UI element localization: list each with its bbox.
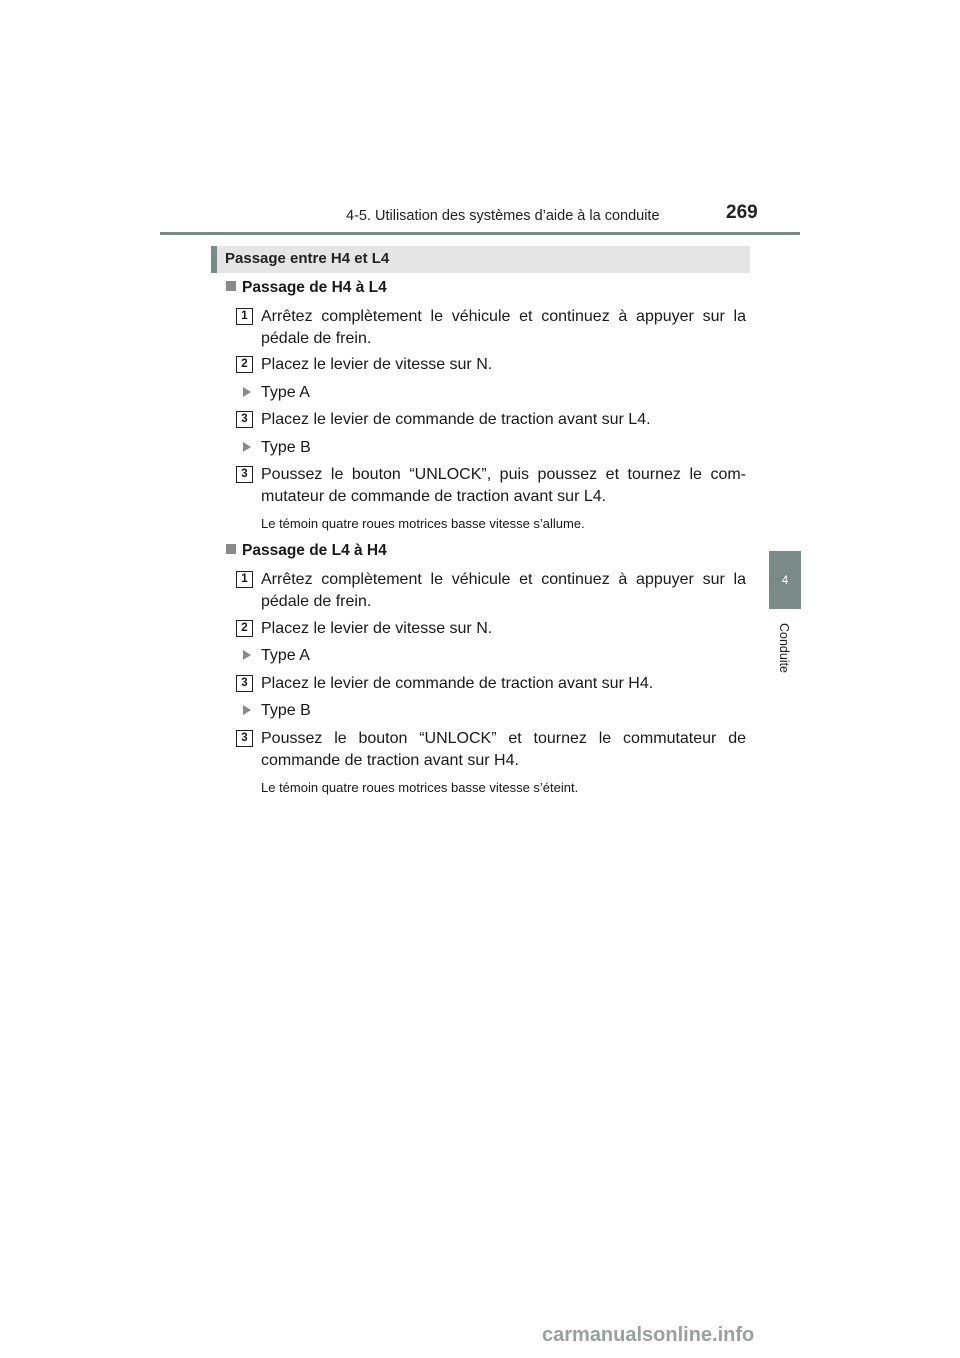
step-text-line: pédale de frein. xyxy=(261,330,372,347)
chapter-number: 4 xyxy=(781,573,789,587)
type-label-text: Type A xyxy=(261,647,310,664)
note-text: Le témoin quatre roues motrices basse vitesse s’éteint. xyxy=(261,780,579,795)
chapter-label-box xyxy=(762,618,806,678)
step-text-line: mutateur de commande de traction avant sur L4. xyxy=(261,488,607,505)
page-number: 269 xyxy=(726,202,758,223)
subheading-h4-to-l4 xyxy=(226,279,387,297)
type-b-label xyxy=(243,439,311,457)
triangle-bullet-icon xyxy=(243,650,251,660)
step-text-line: Arrêtez complètement le véhicule et continuez à appuyer sur la xyxy=(261,571,746,588)
step-badge: 2 xyxy=(236,356,253,373)
type-a-label xyxy=(243,384,310,402)
step-text-line: Poussez le bouton “UNLOCK” et tournez le commutateur de xyxy=(261,730,746,747)
step-badge: 3 xyxy=(236,466,253,483)
step-text-line: commande de traction avant sur H4. xyxy=(261,752,519,769)
subheading-l4-to-h4 xyxy=(226,542,387,560)
square-bullet-icon xyxy=(226,544,236,554)
type-label-text: Type B xyxy=(261,439,311,456)
type-label-text: Type A xyxy=(261,384,310,401)
step-text-line: Poussez le bouton “UNLOCK”, puis poussez et tournez le com- xyxy=(261,466,746,483)
step-text-line: Arrêtez complètement le véhicule et continuez à appuyer sur la xyxy=(261,308,746,325)
step-badge: 3 xyxy=(236,411,253,428)
step-text-line: Placez le levier de vitesse sur N. xyxy=(261,620,493,637)
type-b-label xyxy=(243,702,311,720)
square-bullet-icon xyxy=(226,281,236,291)
step-text-line: Placez le levier de commande de traction avant sur H4. xyxy=(261,675,654,692)
section-title: Passage entre H4 et L4 xyxy=(225,250,390,267)
header-section-title: 4-5. Utilisation des systèmes d’aide à la conduite xyxy=(346,208,660,224)
triangle-bullet-icon xyxy=(243,442,251,452)
subheading-text: Passage de L4 à H4 xyxy=(242,542,387,559)
step-text-line: pédale de frein. xyxy=(261,593,372,610)
chapter-tab xyxy=(769,551,801,609)
section-title-bar xyxy=(211,246,750,273)
step-badge: 2 xyxy=(236,620,253,637)
chapter-label: Conduite xyxy=(777,622,791,674)
step-badge: 3 xyxy=(236,675,253,692)
triangle-bullet-icon xyxy=(243,705,251,715)
step-badge: 1 xyxy=(236,308,253,325)
note-text: Le témoin quatre roues motrices basse vitesse s’allume. xyxy=(261,516,585,531)
step-text-line: Placez le levier de commande de traction avant sur L4. xyxy=(261,411,651,428)
type-a-label xyxy=(243,647,310,665)
step-text-line: Placez le levier de vitesse sur N. xyxy=(261,356,493,373)
triangle-bullet-icon xyxy=(243,387,251,397)
header-rule xyxy=(160,232,800,235)
watermark: carmanualsonline.info xyxy=(542,1324,755,1346)
step-badge: 3 xyxy=(236,730,253,747)
type-label-text: Type B xyxy=(261,702,311,719)
step-badge: 1 xyxy=(236,571,253,588)
subheading-text: Passage de H4 à L4 xyxy=(242,279,387,296)
